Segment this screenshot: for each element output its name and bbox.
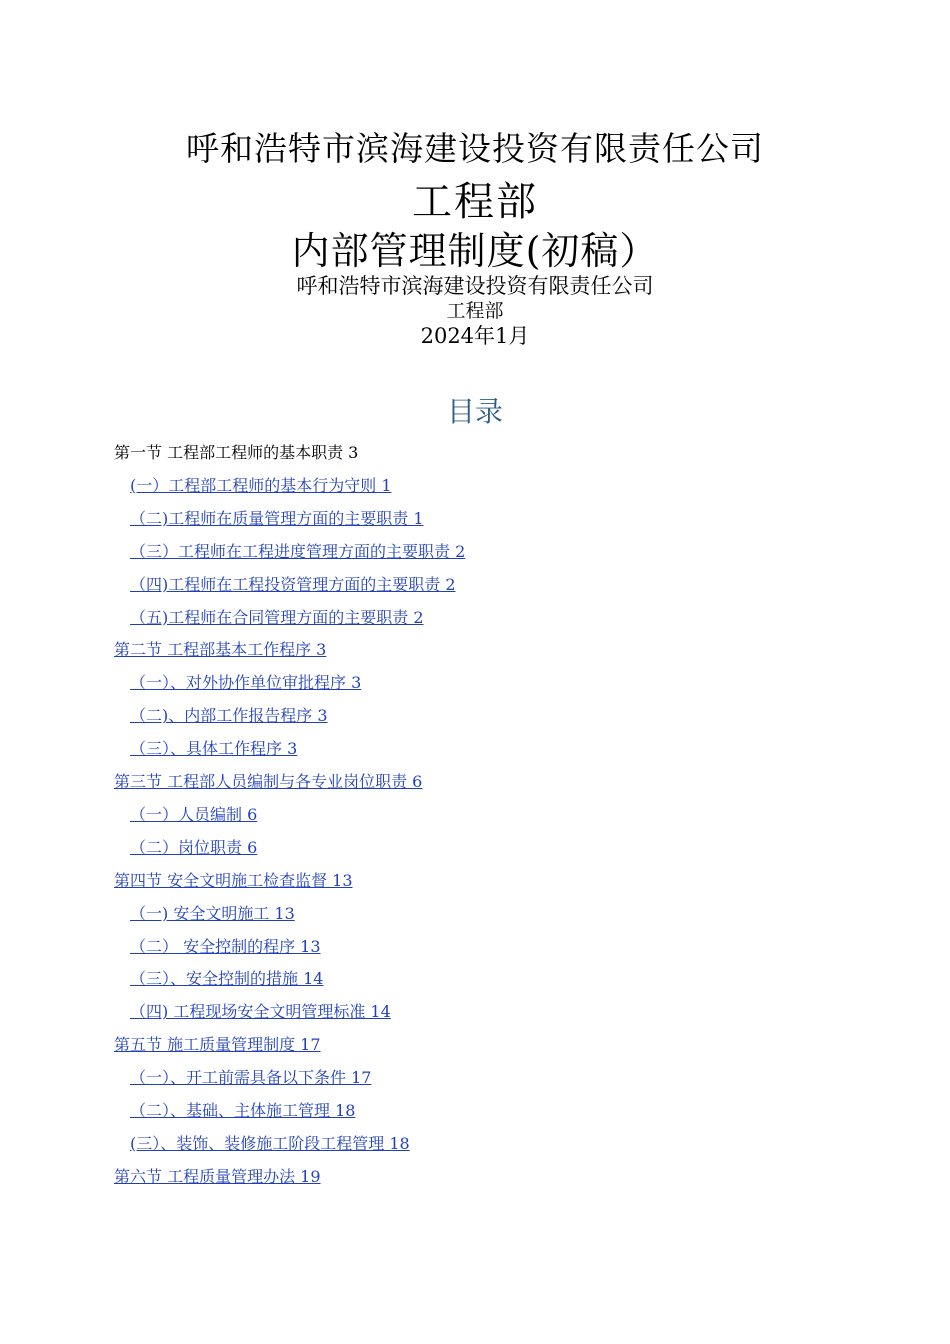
toc-entry-link[interactable]: （二） 安全控制的程序 13	[130, 936, 321, 956]
toc-entry-link[interactable]: 第五节 施工质量管理制度 17	[114, 1035, 321, 1055]
toc-heading: 目录	[446, 395, 503, 428]
toc-entry-link[interactable]: （一) 安全文明施工 13	[130, 903, 295, 923]
toc-entry-link[interactable]: （二）、基础、主体施工管理 18	[130, 1101, 356, 1120]
toc-entry[interactable]	[130, 1100, 355, 1122]
toc-entry[interactable]	[130, 508, 424, 530]
toc-entry-link[interactable]: (三）、装饰、装修施工阶段工程管理 18	[130, 1133, 410, 1153]
toc-entry-link[interactable]: （三）、具体工作程序 3	[130, 739, 298, 759]
toc-entry[interactable]	[130, 1133, 410, 1155]
toc-entry-link[interactable]: 第三节 工程部人员编制与各专业岗位职责 6	[114, 772, 423, 791]
toc-entry[interactable]	[130, 936, 321, 958]
toc-entry-link[interactable]: (一）工程部工程师的基本行为守则 1	[130, 475, 392, 495]
toc-entry-link[interactable]: （四) 工程现场安全文明管理标准 14	[130, 1002, 391, 1022]
toc-entry[interactable]	[130, 672, 361, 694]
toc-entry[interactable]	[130, 903, 295, 925]
toc-entry[interactable]	[130, 607, 424, 629]
toc-entry-link[interactable]: （三）工程师在工程进度管理方面的主要职责 2	[130, 541, 466, 561]
toc-entry-link[interactable]: （四)工程师在工程投资管理方面的主要职责 2	[130, 574, 456, 594]
toc-entry[interactable]	[130, 804, 257, 826]
toc-entry-link[interactable]: （一）、对外协作单位审批程序 3	[130, 673, 362, 693]
toc-entry[interactable]	[114, 771, 422, 793]
issuer-department: 工程部	[446, 300, 504, 322]
toc-entry-link[interactable]: （一）、开工前需具备以下条件 17	[130, 1068, 372, 1088]
toc-entry-link[interactable]: 第四节 安全文明施工检查监督 13	[114, 870, 353, 890]
toc-entry-text: 第一节 工程部工程师的基本职责 3	[114, 443, 359, 462]
toc-entry[interactable]	[130, 541, 465, 563]
toc-entry-link[interactable]: （二)、内部工作报告程序 3	[130, 706, 328, 726]
issue-date: 2024年1月	[420, 324, 530, 348]
toc-entry[interactable]	[114, 639, 326, 661]
toc-entry[interactable]	[114, 1034, 321, 1056]
company-title: 呼和浩特市滨海建设投资有限责任公司	[186, 129, 764, 168]
toc-entry[interactable]	[130, 705, 328, 727]
toc-entry[interactable]	[114, 870, 353, 892]
toc-entry[interactable]	[130, 574, 456, 596]
department-title: 工程部	[412, 179, 538, 225]
toc-entry[interactable]	[130, 738, 297, 760]
toc-entry[interactable]	[130, 475, 392, 497]
toc-entry[interactable]	[130, 968, 323, 990]
toc-entry-link[interactable]: 第二节 工程部基本工作程序 3	[114, 640, 327, 660]
toc-entry-link[interactable]: 第六节 工程质量管理办法 19	[114, 1166, 321, 1186]
toc-entry-link[interactable]: （五)工程师在合同管理方面的主要职责 2	[130, 607, 424, 627]
toc-entry	[114, 442, 358, 464]
toc-entry[interactable]	[114, 1166, 321, 1188]
issuer-company: 呼和浩特市滨海建设投资有限责任公司	[296, 274, 654, 298]
toc-entry[interactable]	[130, 837, 257, 859]
toc-entry[interactable]	[130, 1001, 391, 1023]
toc-entry[interactable]	[130, 1067, 371, 1089]
toc-entry-link[interactable]: （二）岗位职责 6	[130, 837, 258, 857]
toc-entry-link[interactable]: （三）、安全控制的措施 14	[130, 969, 324, 989]
toc-entry-link[interactable]: （二)工程师在质量管理方面的主要职责 1	[130, 508, 424, 528]
document-title: 内部管理制度(初稿）	[291, 229, 659, 273]
toc-entry-link[interactable]: （一）人员编制 6	[130, 804, 258, 824]
